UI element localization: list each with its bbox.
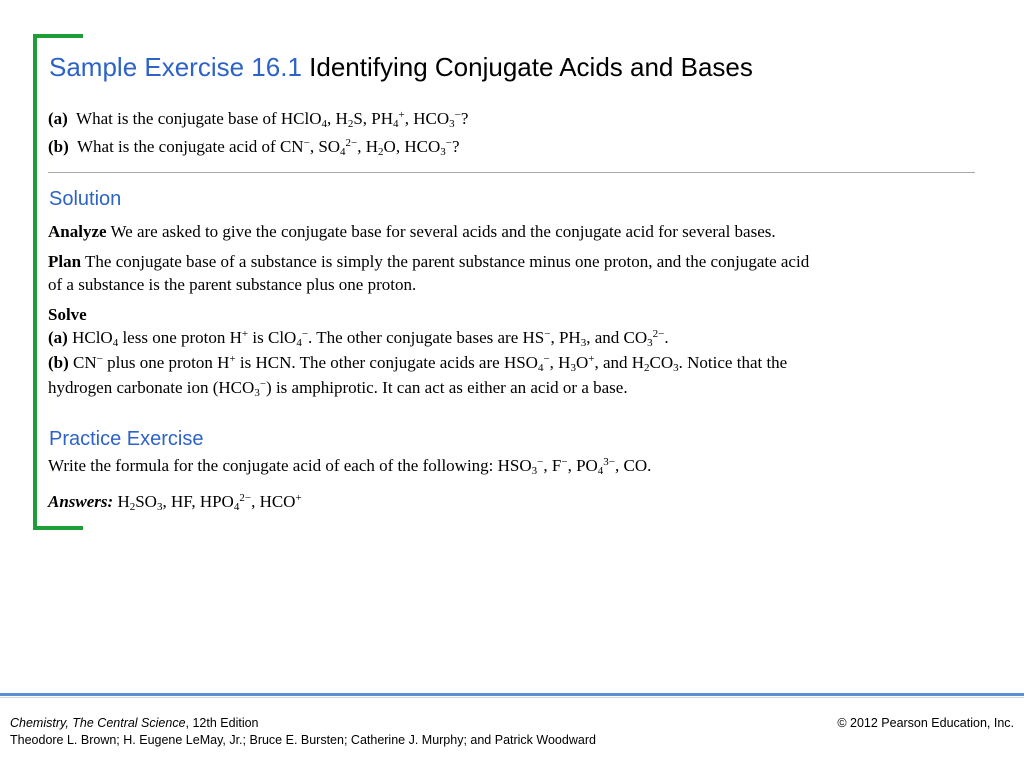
subscript: 3	[440, 146, 446, 158]
answers-label: Answers:	[48, 492, 114, 511]
subscript: 4	[537, 362, 544, 374]
solve-a	[48, 328, 669, 348]
plan-text: The conjugate base of a substance is simply the parent substance minus one proton, and the conjugate acid	[85, 252, 810, 271]
subscript: 3	[254, 387, 260, 399]
superscript: +	[241, 328, 249, 340]
superscript: −	[259, 378, 267, 390]
subscript: 2	[347, 118, 354, 130]
plan-label: Plan	[48, 252, 82, 271]
subscript: 4	[112, 337, 119, 349]
text-fragment: . The other conjugate bases are HS	[308, 328, 545, 347]
superscript: 2−	[652, 328, 665, 340]
superscript: 3−	[603, 456, 616, 468]
text-fragment: .	[664, 328, 669, 347]
text-fragment: , PO	[567, 456, 598, 475]
superscript: 2−	[345, 137, 358, 149]
text-fragment: H	[113, 492, 130, 511]
text-fragment: CO	[649, 353, 674, 372]
practice-heading: Practice Exercise	[49, 428, 204, 450]
superscript: +	[229, 353, 236, 365]
text-fragment: , CO.	[615, 456, 652, 475]
text-fragment: . Notice that the	[678, 353, 788, 372]
text-fragment: O	[575, 353, 589, 372]
text-fragment: ) is amphiprotic. It can act as either an acid or a base.	[266, 378, 628, 397]
footer-rule-shadow	[0, 697, 1024, 698]
text-fragment: , SO	[309, 137, 341, 156]
question-a-label: (a)	[48, 109, 68, 128]
text-fragment: hydrogen carbonate ion (HCO	[48, 378, 255, 397]
text-fragment: HClO	[72, 328, 113, 347]
question-a-text: What is the conjugate base of HClO	[76, 109, 322, 128]
book-edition: , 12th Edition	[185, 716, 259, 730]
analyze-text: We are asked to give the conjugate base for several acids and the conjugate acid for several bases.	[110, 222, 776, 241]
footer-copyright: © 2012 Pearson Education, Inc.	[837, 716, 1014, 730]
text-fragment: ?	[451, 137, 460, 156]
superscript: −	[454, 109, 461, 121]
text-fragment: , and CO	[586, 328, 648, 347]
question-b-text: What is the conjugate acid of CN	[76, 137, 304, 156]
text-fragment: less one proton H	[118, 328, 242, 347]
solve-label-text: Solve	[48, 305, 87, 324]
subscript: 4	[597, 465, 604, 477]
text-fragment: O, HCO	[383, 137, 441, 156]
text-fragment: CN	[73, 353, 97, 372]
solution-heading: Solution	[49, 188, 122, 210]
text-fragment: SO	[135, 492, 157, 511]
subscript: 4	[296, 337, 302, 349]
subscript: 3	[449, 118, 455, 130]
text-fragment: , HCO	[251, 492, 296, 511]
superscript: −	[301, 328, 309, 340]
footer-rule	[0, 693, 1024, 696]
text-fragment: ?	[460, 109, 469, 128]
subscript: 3	[673, 362, 679, 374]
superscript: −	[561, 456, 568, 468]
subscript: 2	[644, 362, 650, 374]
footer-book	[10, 715, 259, 731]
divider	[48, 172, 975, 173]
solve-label	[48, 305, 87, 325]
superscript: 2−	[239, 492, 252, 504]
book-title: Chemistry, The Central Science	[10, 716, 186, 730]
subscript: 4	[393, 118, 399, 130]
superscript: −	[544, 328, 551, 340]
subscript: 3	[156, 501, 163, 513]
text-fragment: , F	[543, 456, 562, 475]
subscript: 3	[531, 465, 538, 477]
text-fragment: , H	[357, 137, 379, 156]
text-fragment: is HCN. The other conjugate acids are HSO	[235, 353, 538, 372]
subscript: 3	[647, 337, 653, 349]
solve-b	[48, 353, 787, 373]
subscript: 4	[321, 118, 328, 130]
subscript: 3	[580, 337, 587, 349]
text-fragment: , HF, HPO	[162, 492, 234, 511]
subscript: 2	[129, 501, 136, 513]
superscript: −	[537, 456, 544, 468]
text-fragment: Write the formula for the conjugate acid of each of the following: HSO	[48, 456, 532, 475]
practice-question	[48, 456, 651, 476]
text-fragment: S, PH	[353, 109, 393, 128]
text-fragment: , H	[549, 353, 571, 372]
superscript: −	[445, 137, 452, 149]
exercise-title: Identifying Conjugate Acids and Bases	[309, 52, 753, 82]
practice-answers	[48, 492, 302, 512]
question-a	[48, 109, 468, 129]
exercise-label: Sample Exercise 16.1	[49, 52, 302, 82]
footer-authors: Theodore L. Brown; H. Eugene LeMay, Jr.; Bruce E. Bursten; Catherine J. Murphy; and Patrick Woodward	[10, 733, 596, 747]
plan-line-2: of a substance is the parent substance plus one proton.	[48, 275, 417, 294]
question-b-label: (b)	[48, 137, 69, 156]
slide-title	[49, 50, 753, 84]
solve-a-label: (a)	[48, 328, 68, 347]
superscript: −	[303, 137, 310, 149]
subscript: 4	[340, 146, 346, 158]
analyze-line	[48, 222, 776, 242]
superscript: +	[295, 492, 302, 504]
question-b	[48, 137, 459, 157]
subscript: 2	[378, 146, 384, 158]
superscript: +	[398, 109, 405, 121]
text-fragment: , H	[327, 109, 348, 128]
text-fragment: , PH	[550, 328, 581, 347]
text-fragment: plus one proton H	[102, 353, 230, 372]
solve-b-label: (b)	[48, 353, 69, 372]
subscript: 3	[570, 362, 576, 374]
text-fragment: , and H	[594, 353, 645, 372]
superscript: +	[588, 353, 595, 365]
subscript: 4	[233, 501, 240, 513]
text-fragment: is ClO	[248, 328, 297, 347]
superscript: −	[96, 353, 103, 365]
superscript: −	[543, 353, 550, 365]
text-fragment: , HCO	[404, 109, 450, 128]
solve-b-continued	[48, 378, 628, 398]
analyze-label: Analyze	[48, 222, 107, 241]
plan-line-1	[48, 252, 809, 272]
